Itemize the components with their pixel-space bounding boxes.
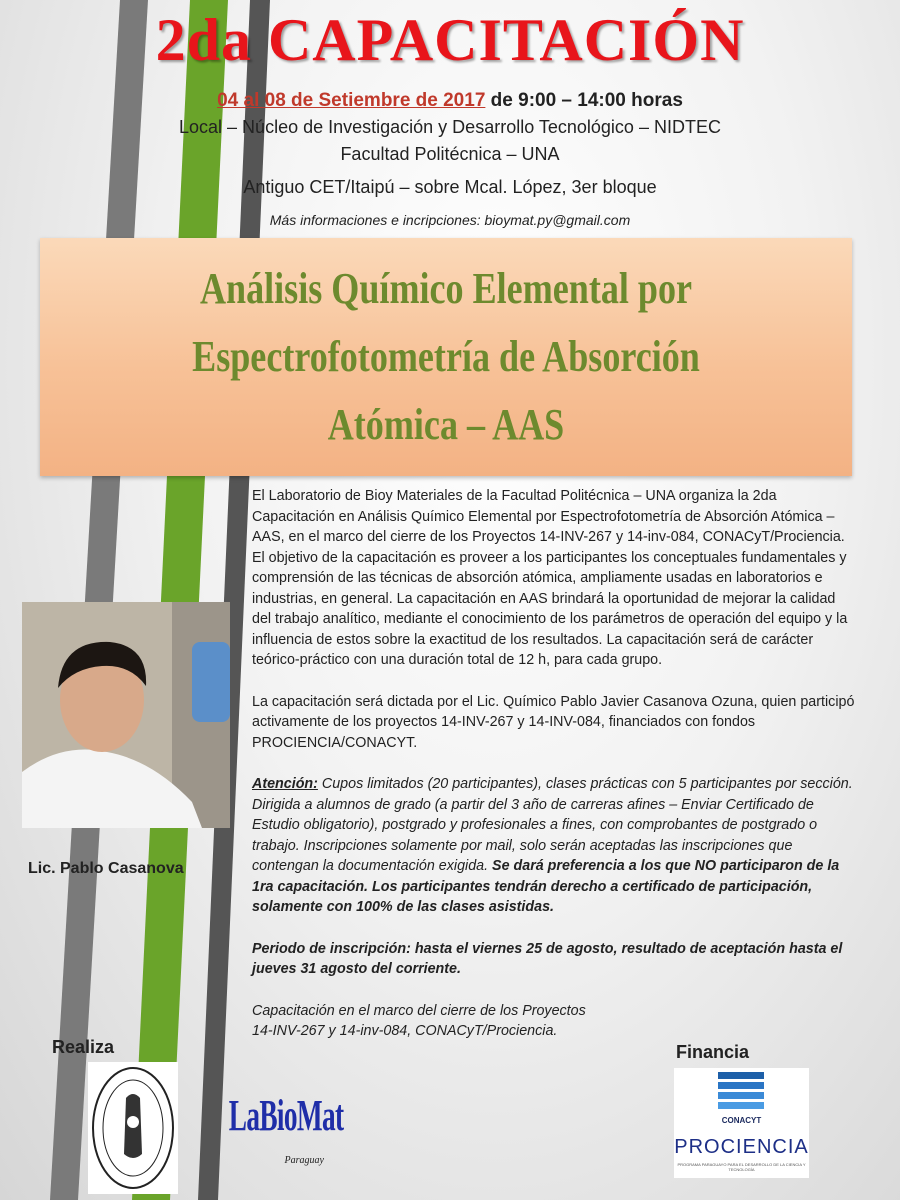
faculty-line: Facultad Politécnica – UNA [340, 144, 560, 164]
labiomat-wordmark: LaBioMat [228, 1091, 344, 1140]
sponsor-label: Financia [676, 1042, 750, 1062]
photo-caption: Lic. Pablo Casanova [28, 860, 184, 877]
address-line: Antiguo CET/Itaipú – sobre Mcal. López, 3er bloque [243, 177, 657, 197]
closing-note [252, 1001, 857, 1042]
instructor-paragraph: La capacitación será dictada por el Lic. Químico Pablo Javier Casanova Ozuna, quien participó activamente de los proyectos 14-INV-267 y 14-INV-084, financiados con fondos PROCIENCIA/CONACYT. [252, 693, 855, 751]
course-title: Análisis Químico Elemental por Espectrofotometría de Absorción Atómica – AAS [192, 264, 700, 449]
conacyt-label: CONACYT [721, 1116, 762, 1125]
attention-bold-text: Se dará preferencia a los que NO participaron de la 1ra capacitación. Los participantes tendrán derecho a certificado de participación, solamente con 100% de las clases asistidas. [252, 858, 840, 915]
page-title: 2da CAPACITACIÓN [155, 7, 745, 73]
registration-period: Periodo de inscripción: hasta el viernes 25 de agosto, resultado de aceptación hasta el jueves 31 agosto del corriente. [252, 940, 843, 977]
sponsor-logos [674, 1068, 809, 1178]
contact-info: Más informaciones e incripciones: bioymat.py@gmail.com [269, 212, 631, 228]
course-description [252, 486, 857, 1063]
labiomat-logo [205, 1086, 344, 1172]
attention-label: Atención: [252, 776, 318, 792]
date-range: 04 al 08 de Setiembre de 2017 [217, 90, 486, 111]
venue-line: Local – Núcleo de Investigación y Desarrollo Tecnológico – NIDTEC [179, 117, 721, 137]
conacyt-icon [674, 1068, 809, 1116]
instructor-photo-illustration [22, 602, 230, 828]
time-range: de 9:00 – 14:00 horas [490, 90, 683, 111]
event-dates [0, 90, 900, 112]
una-seal-icon [88, 1062, 178, 1194]
una-seal-logo [88, 1062, 178, 1194]
labiomat-country: Paraguay [284, 1155, 324, 1166]
closing-line-2: 14-INV-267 y 14-inv-084, CONACyT/Prociencia. [252, 1023, 558, 1039]
prociencia-logo: PROCIENCIA [674, 1136, 809, 1158]
closing-line-1: Capacitación en el marco del cierre de los Proyectos [252, 1002, 586, 1019]
prociencia-tagline: PROGRAMA PARAGUAYO PARA EL DESARROLLO DE LA CIENCIA Y TECNOLOGÍA [677, 1162, 806, 1172]
course-banner [40, 238, 852, 476]
attention-text: Cupos limitados (20 participantes), clases prácticas con 5 participantes por sección. Dirigida a alumnos de grado (a partir del 3 año de carreras afines – Enviar Certificado de Estudio obligatorio), postgrado y profesionales a fines, con comprobantes de postgrado o trabajo. Inscripciones solamente por mail, solo serán aceptadas las inscripciones que contengan la documentación exigida. [252, 776, 853, 874]
organizer-label: Realiza [52, 1037, 115, 1057]
intro-paragraph: El Laboratorio de Bioy Materiales de la Facultad Politécnica – UNA organiza la 2da Capacitación en Análisis Químico Elemental por Espectrofotometría de Absorción Atómica – AAS, en el marco del cierre de los Proyectos 14-INV-267 y 14-inv-084, CONACyT/Prociencia. El objetivo de la capacitación es proveer a los participantes los conceptuales fundamentales y comprensión de las técnicas de absorción atómica, ampliamente usadas en laboratorios e industrias, en general. La capacitación en AAS brindará la oportunidad de mejorar la calidad del trabajo analítico, mediante el conocimiento de los parámetros de operación del equipo y la influencia de estos sobre la exactitud de los resultados. La capacitación será de carácter teórico-práctico con una duración total de 12 h, para cada grupo. [252, 488, 848, 668]
attention-paragraph [252, 774, 857, 918]
instructor-photo [22, 602, 230, 828]
